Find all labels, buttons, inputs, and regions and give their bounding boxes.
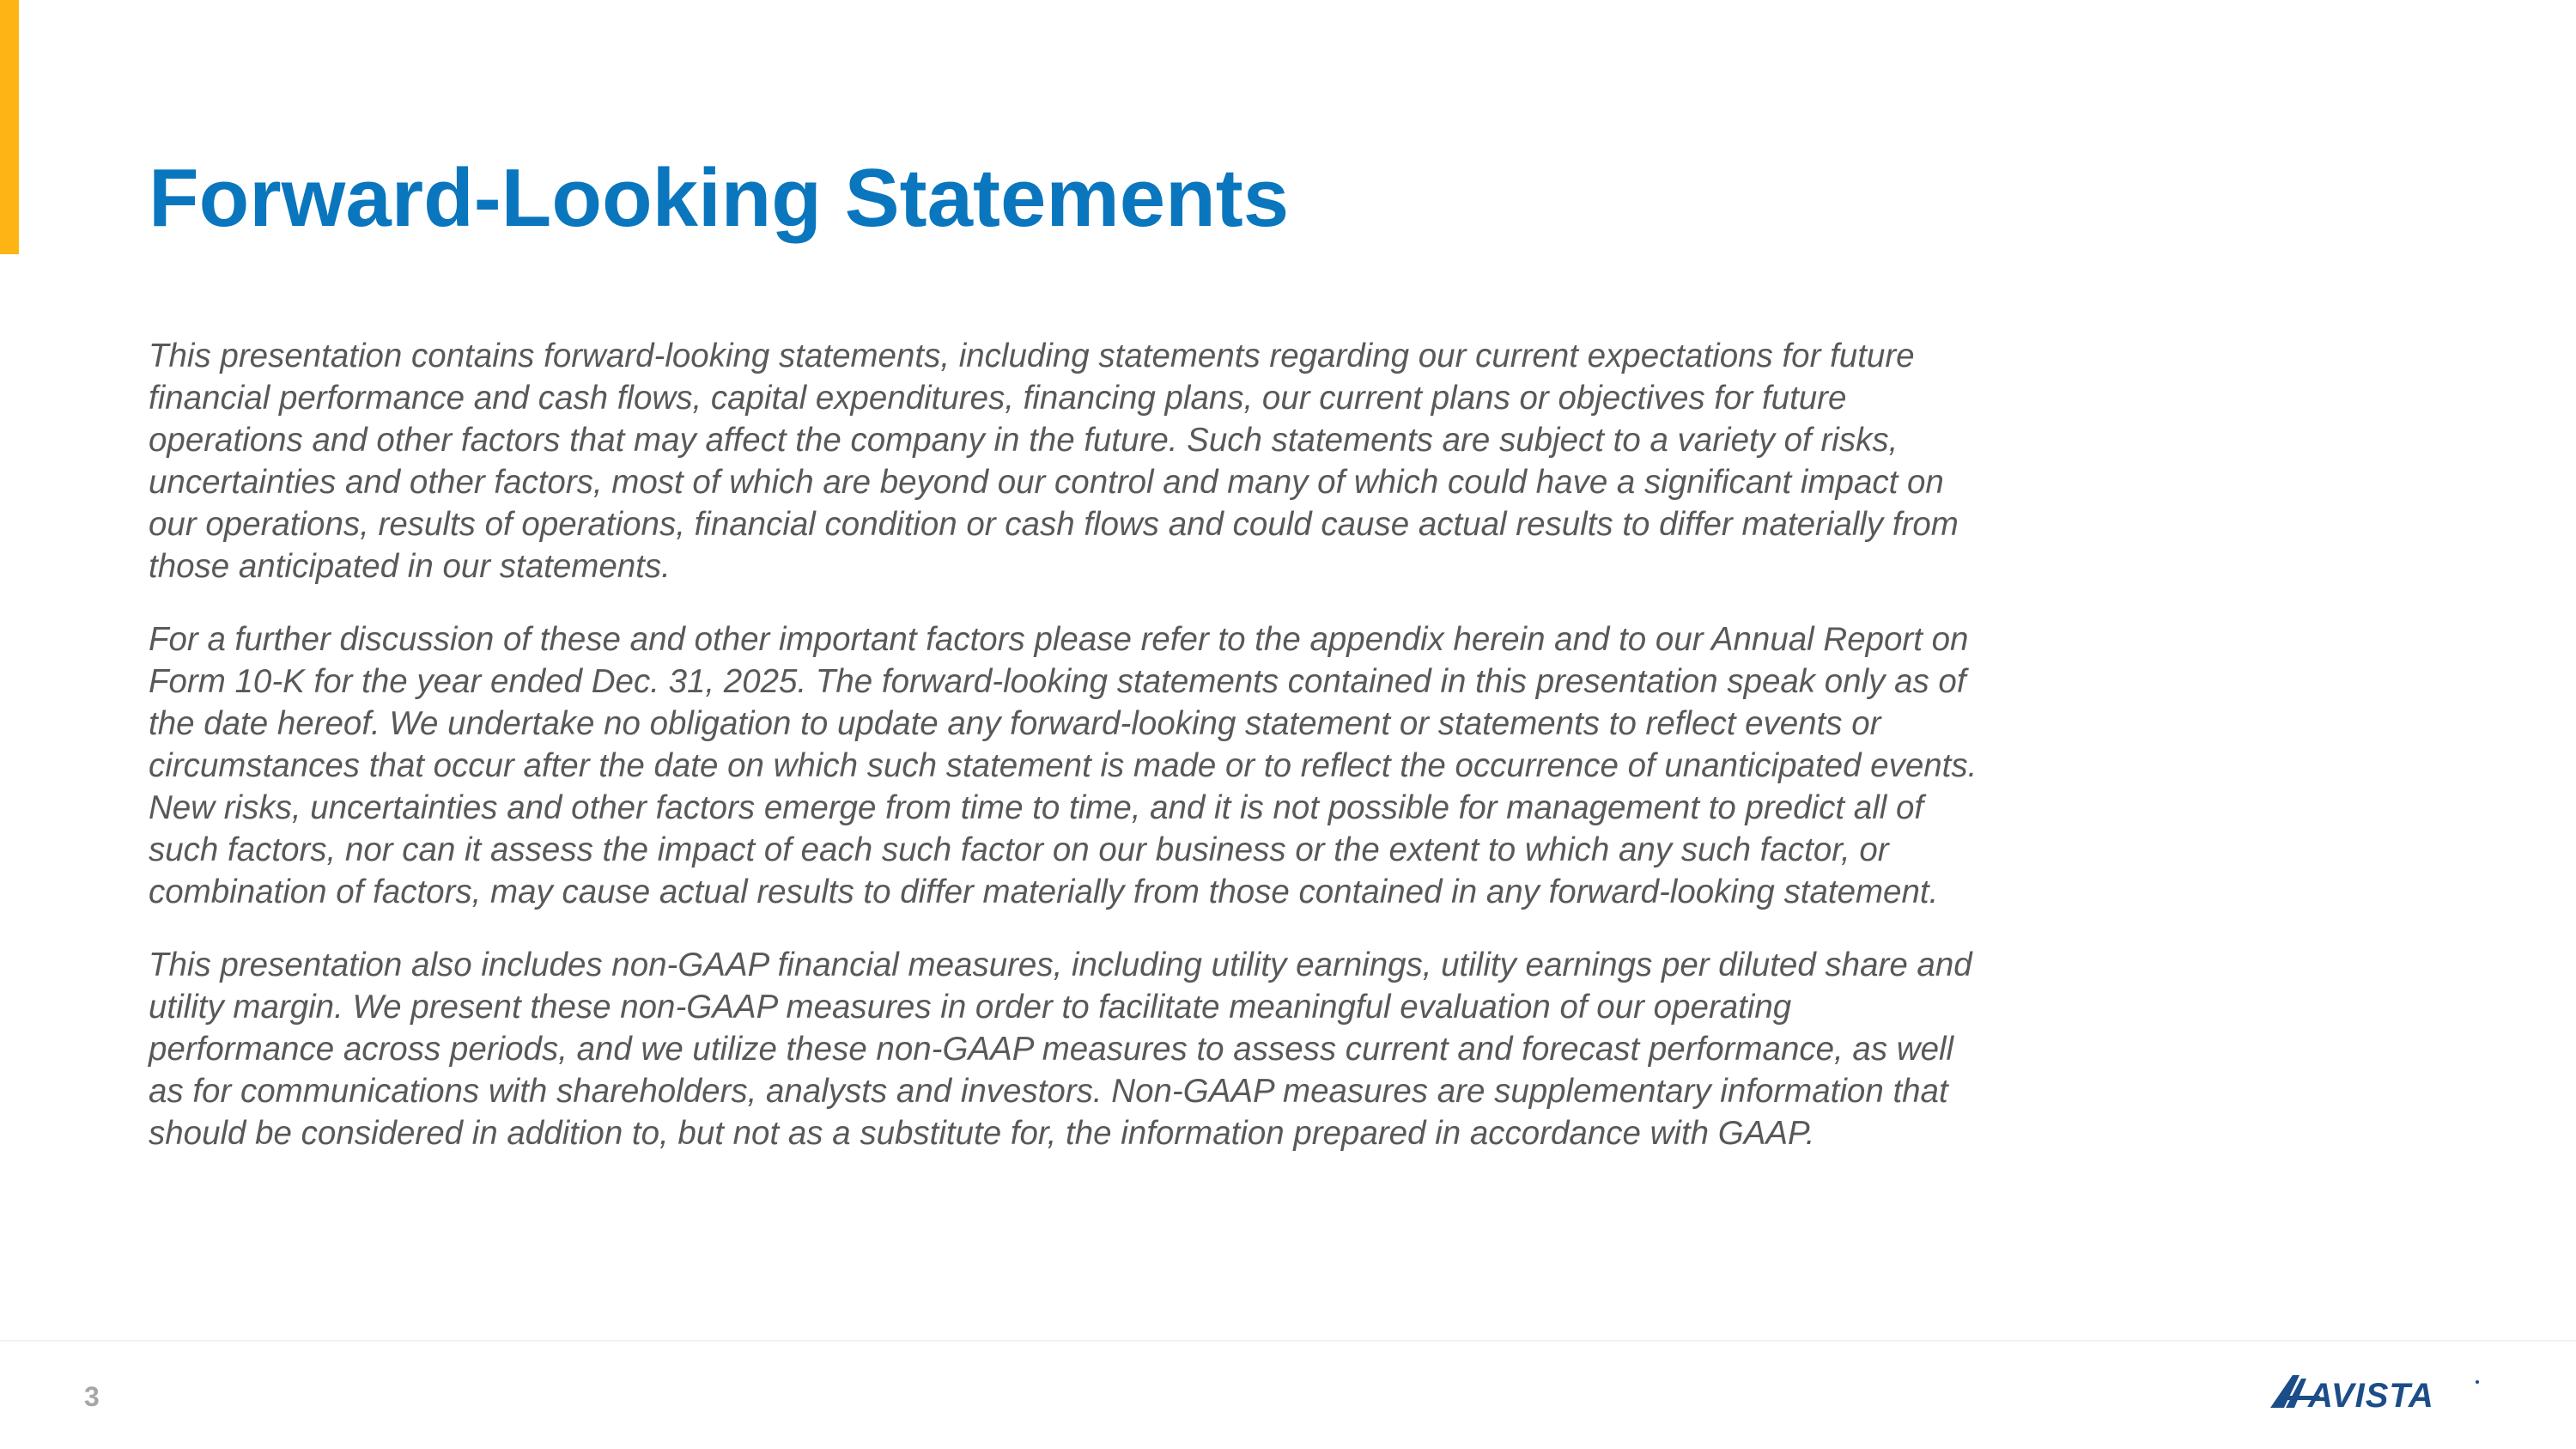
paragraph-forward-looking: This presentation contains forward-looking statements, including statements regarding our current expectations for future financial performance and cash flows, capital expenditures, financing plans, our current plans or objectives for future operations and other factors that may affect the company in the future. Such statements are subject to a variety of risks, uncertainties and other factors, most of which are beyond our control and many of which could have a significant impact on our operations, results of operations, financial condition or cash flows and could cause actual results to differ materially from those anticipated in our statements. bbox=[149, 338, 1959, 585]
paragraph-non-gaap: This presentation also includes non-GAAP financial measures, including utility earnings, utility earnings per diluted share and utility margin. We present these non-GAAP measures in order to facilitate meaningful evaluation of our operating performance across periods, and we utilize these non-GAAP measures to assess current and forecast performance, as well as for communications with shareholders, analysts and investors. Non-GAAP measures are supplementary information that should be considered in addition to, but not as a substitute for, the information prepared in accordance with GAAP. bbox=[149, 947, 1972, 1152]
paragraph-further-discussion: For a further discussion of these and other important factors please refer to the appendix herein and to our Annual Report on Form 10-K for the year ended Dec. 31, 2025. The forward-looking statements contained in this presentation speak only as of the date hereof. We undertake no obligation to update any forward-looking statement or statements to reflect events or circumstances that occur after the date on which such statement is made or to reflect the occurrence of unanticipated events. New risks, uncertainties and other factors emerge from time to time, and it is not possible for management to predict all of such factors, nor can it assess the impact of each such factor on our business or the extent to which any such factor, or combination of factors, may cause actual results to differ materially from those contained in any forward-looking statement. bbox=[149, 621, 1978, 910]
page-number: 3 bbox=[84, 1381, 100, 1412]
footer-divider bbox=[0, 1340, 2576, 1342]
avista-logo-icon bbox=[2267, 1370, 2482, 1413]
accent-bar bbox=[0, 0, 19, 254]
slide-title: Forward-Looking Statements bbox=[149, 152, 1290, 244]
slide-body bbox=[149, 335, 1978, 1185]
svg-text:AVISTA: AVISTA bbox=[2308, 1377, 2434, 1413]
